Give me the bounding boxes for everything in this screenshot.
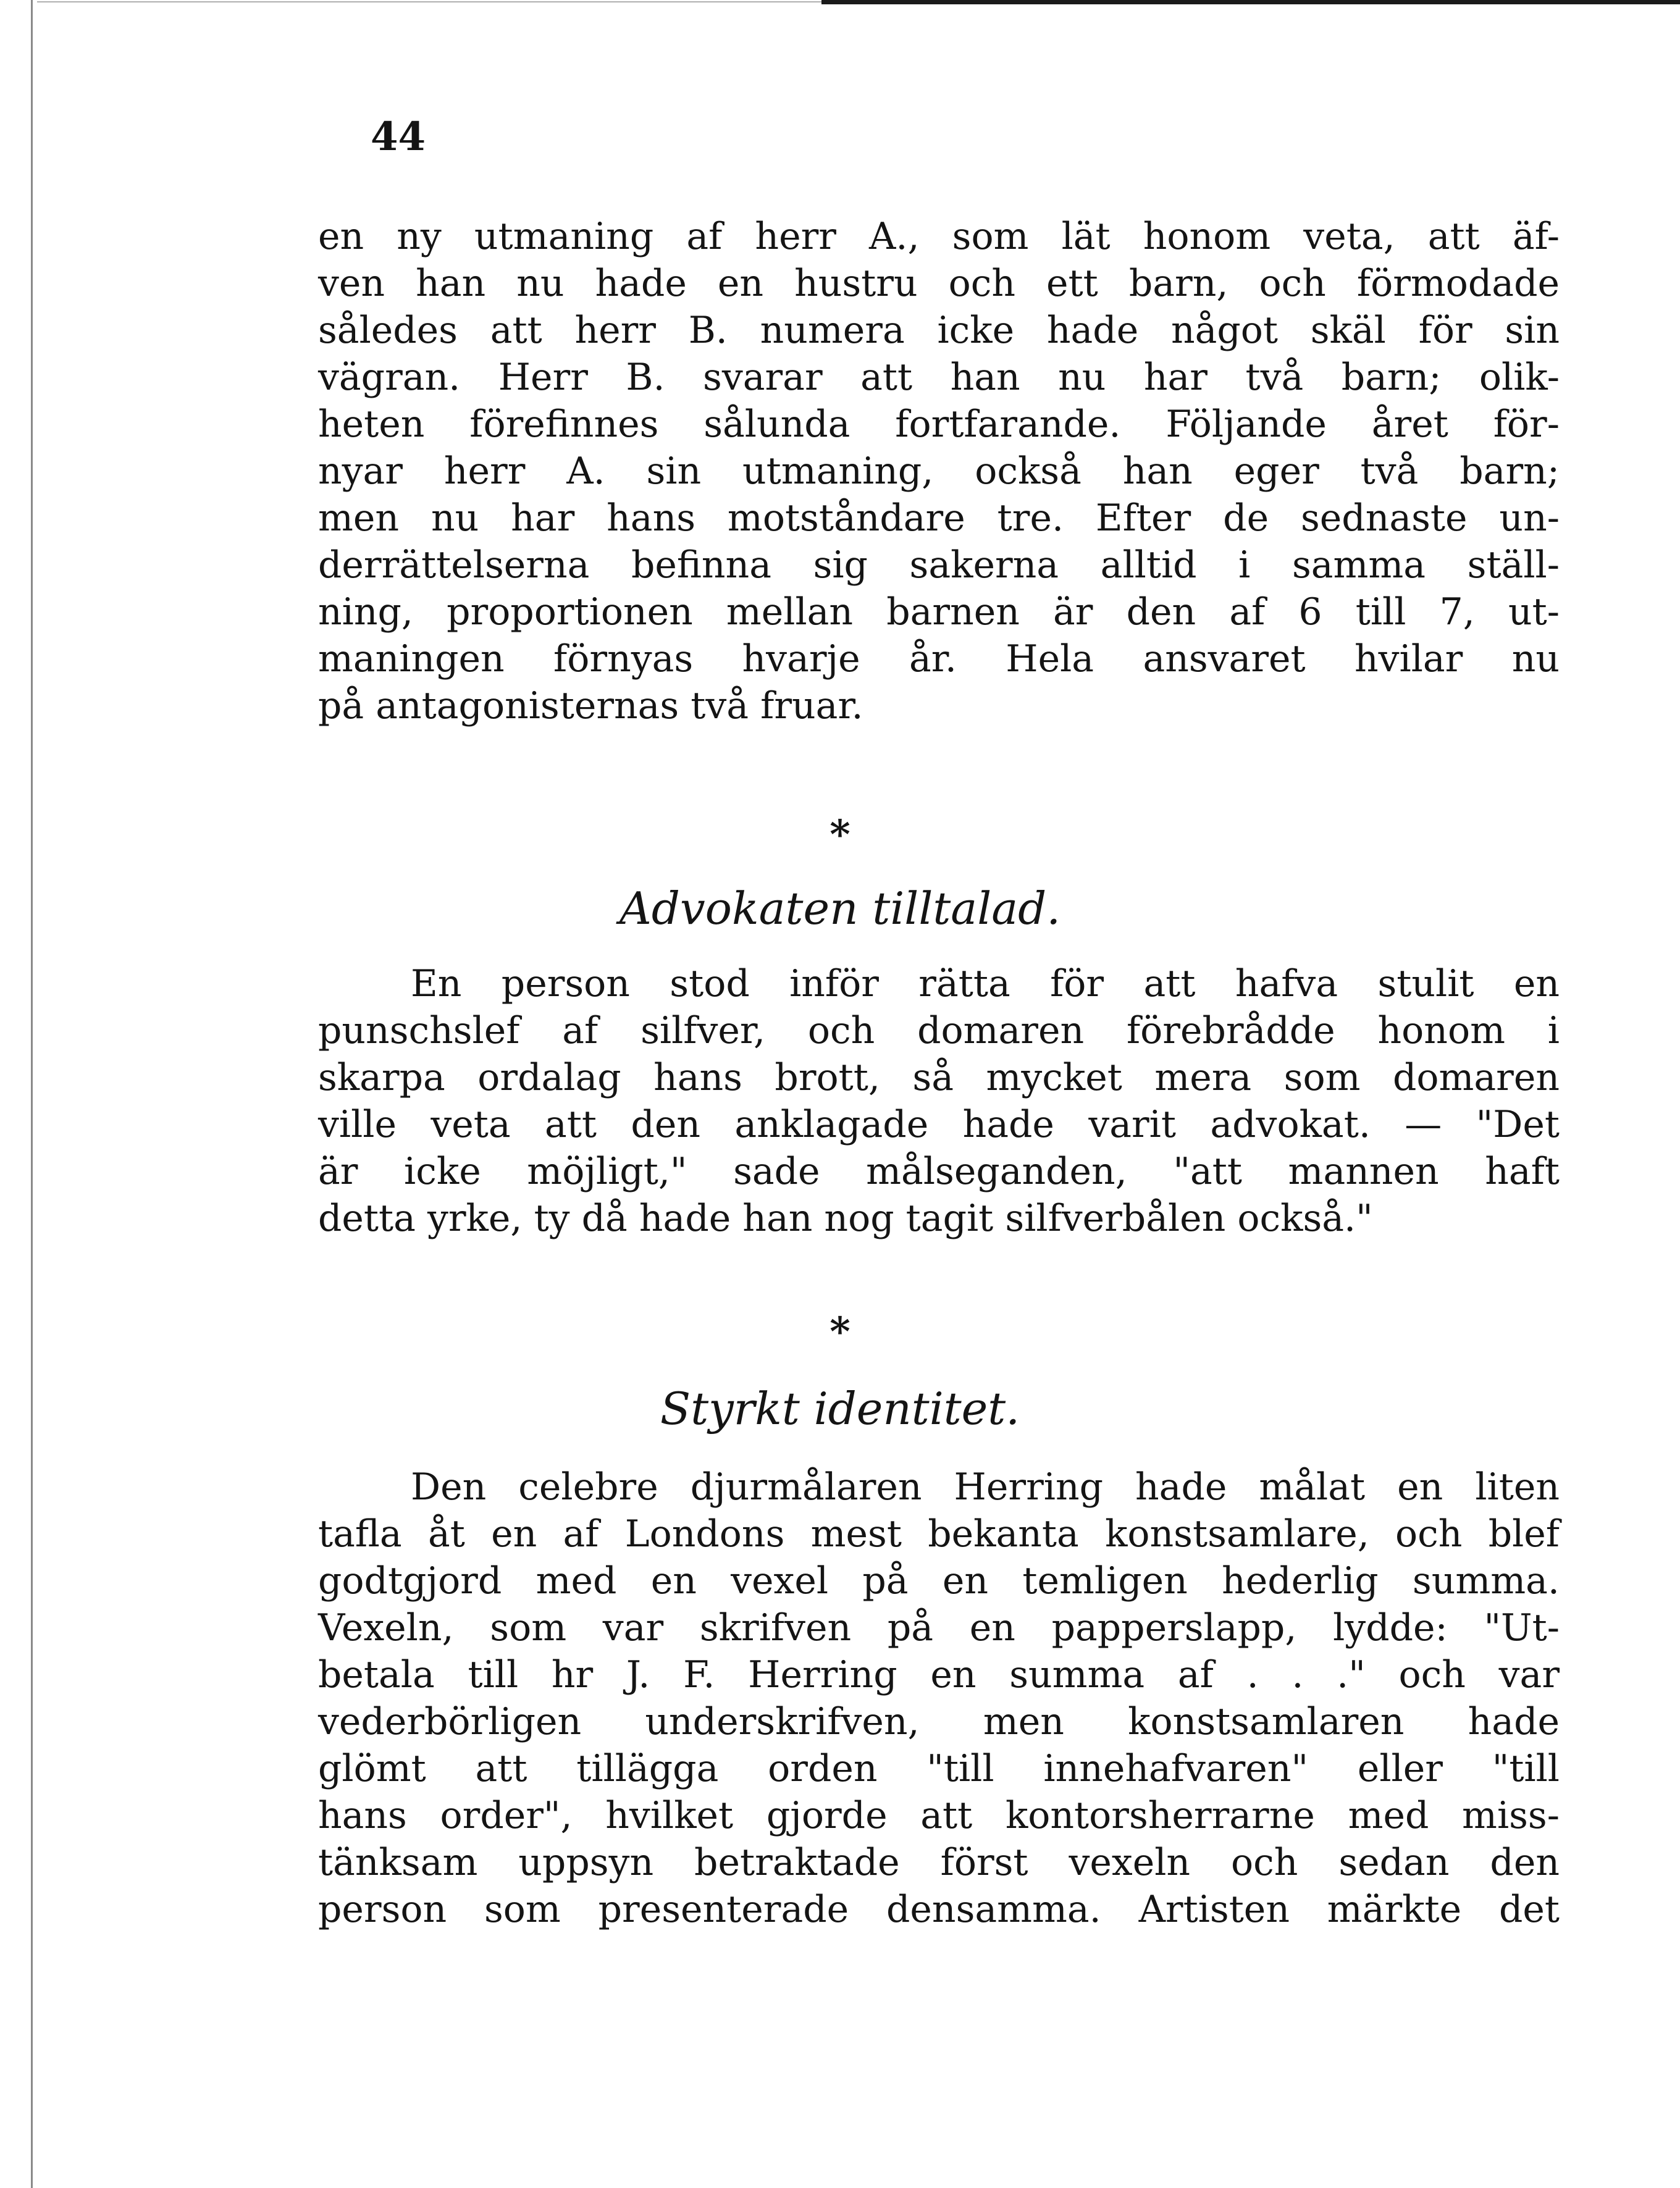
text-line: vägran. Herr B. svarar att han nu har två barn; olik- — [318, 356, 1560, 399]
text-line: hans order", hvilket gjorde att kontorsherrarne med miss- — [318, 1794, 1560, 1837]
text-line: tafla åt en af Londons mest bekanta konstsamlare, och blef — [318, 1512, 1560, 1556]
text-line: ning, proportionen mellan barnen är den af 6 till 7, ut- — [318, 590, 1560, 634]
text-line: men nu har hans motståndare tre. Efter de sednaste un- — [318, 497, 1560, 540]
text-line: tänksam uppsyn betraktade först vexeln och sedan den — [318, 1841, 1560, 1884]
text-line: en ny utmaning af herr A., som lät honom veta, att äf- — [318, 215, 1560, 258]
section-heading: Advokaten tilltalad. — [619, 882, 1061, 934]
paragraph-3 — [318, 1464, 1560, 1933]
paragraph-2 — [318, 960, 1560, 1242]
paragraph-1 — [318, 213, 1560, 729]
page-number: 44 — [371, 114, 426, 160]
text-line: vederbörligen underskrifven, men konstsamlaren hade — [318, 1700, 1560, 1743]
text-line: på antagonisternas två fruar. — [318, 684, 863, 727]
text-line: ven han nu hade en hustru och ett barn, och förmodade — [318, 262, 1560, 305]
text-line: Vexeln, som var skrifven på en papperslapp, lydde: "Ut- — [318, 1606, 1560, 1649]
text-line: person som presenterade densamma. Artisten märkte det — [318, 1888, 1560, 1931]
scan-edge-left — [31, 0, 33, 2188]
text-line: derrättelserna befinna sig sakerna alltid i samma ställ- — [318, 543, 1560, 587]
scan-edge-top — [821, 0, 1680, 4]
text-line: heten förefinnes sålunda fortfarande. Följande året för- — [318, 403, 1560, 446]
text-line: punschslef af silfver, och domaren förebrådde honom i — [318, 1009, 1560, 1052]
section-separator: * — [830, 811, 850, 858]
scan-edge-top-faint — [37, 1, 821, 2]
section-separator: * — [830, 1309, 850, 1355]
text-line: godtgjord med en vexel på en temligen hederlig summa. — [318, 1559, 1560, 1603]
text-line: nyar herr A. sin utmaning, också han eger två barn; — [318, 450, 1560, 493]
text-line: En person stod inför rätta för att hafva stulit en — [411, 962, 1560, 1005]
text-line: är icke möjligt," sade målseganden, "att mannen haft — [318, 1150, 1560, 1193]
text-line: Den celebre djurmålaren Herring hade målat en liten — [411, 1465, 1560, 1509]
text-line: glömt att tillägga orden "till innehafvaren" eller "till — [318, 1747, 1560, 1790]
text-line: ville veta att den anklagade hade varit advokat. — "Det — [318, 1103, 1560, 1146]
text-line: betala till hr J. F. Herring en summa af . . ." och var — [318, 1653, 1560, 1696]
text-line: således att herr B. numera icke hade något skäl för sin — [318, 309, 1560, 352]
text-line: detta yrke, ty då hade han nog tagit silfverbålen också." — [318, 1197, 1373, 1240]
section-heading: Styrkt identitet. — [660, 1383, 1020, 1435]
text-line: skarpa ordalag hans brott, så mycket mera som domaren — [318, 1056, 1560, 1099]
text-line: maningen förnyas hvarje år. Hela ansvaret hvilar nu — [318, 637, 1560, 681]
